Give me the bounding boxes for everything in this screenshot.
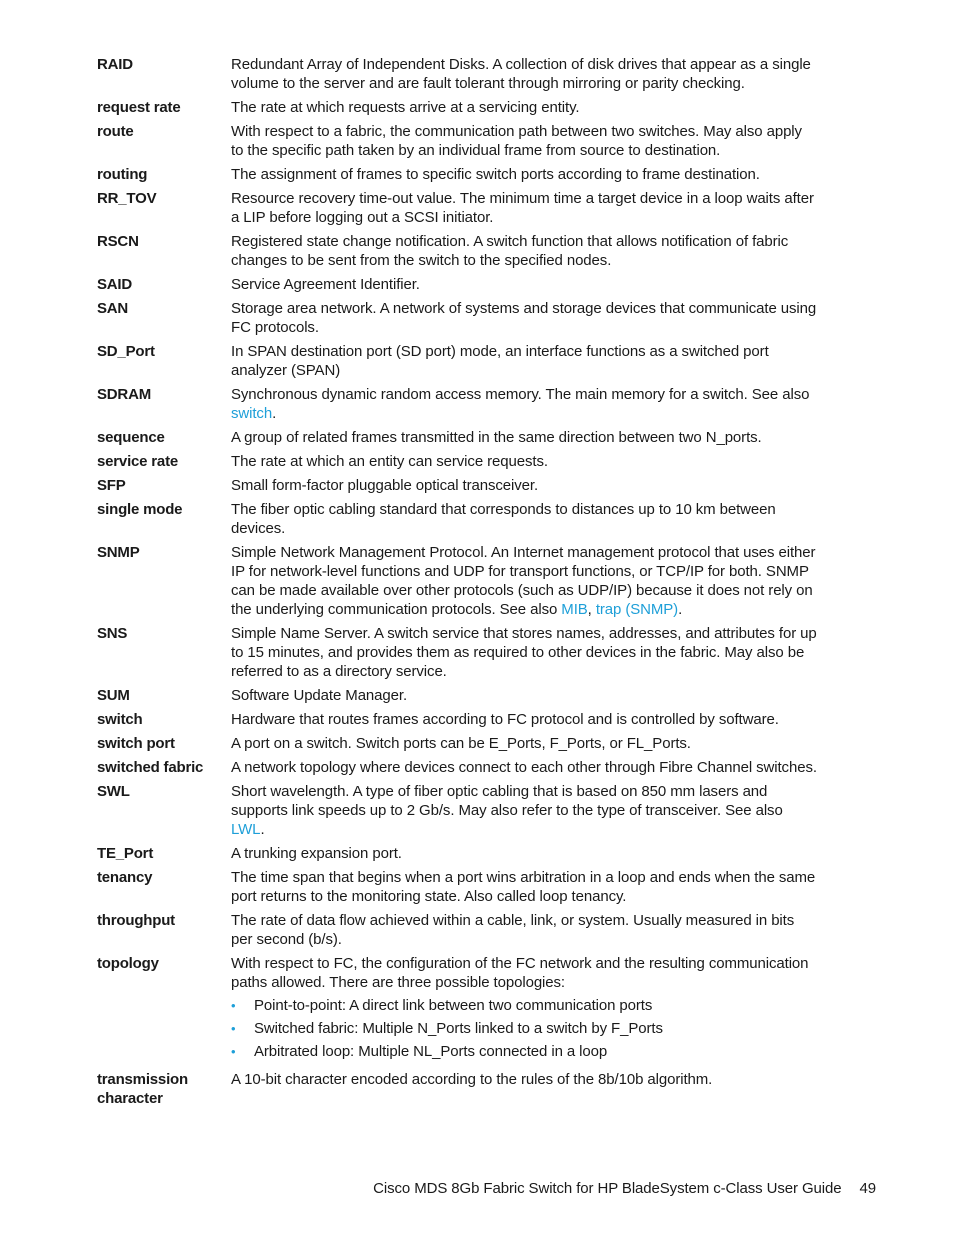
glossary-entry <box>97 868 817 906</box>
term: RSCN <box>97 233 139 250</box>
definition <box>231 385 817 423</box>
glossary-entry <box>97 232 817 270</box>
glossary-entry <box>97 500 817 538</box>
glossary-entry <box>97 55 817 93</box>
glossary-entry <box>97 165 817 184</box>
definition: The assignment of frames to specific switch ports according to frame destination. <box>231 166 760 183</box>
glossary-entry <box>97 476 817 495</box>
glossary-entry <box>97 911 817 949</box>
definition: Service Agreement Identifier. <box>231 276 420 293</box>
switch-link[interactable]: switch <box>231 405 273 422</box>
definition: Simple Name Server. A switch service that stores names, addresses, and attributes for up to 15 minutes, and provides them as required to other devices in the fabric. May also be referred to as a directory service. <box>231 625 817 680</box>
term: route <box>97 123 134 140</box>
glossary-entry <box>97 686 817 705</box>
glossary-entry <box>97 782 817 839</box>
term: SDRAM <box>97 386 151 403</box>
list-item-text: Switched fabric: Multiple N_Ports linked to a switch by F_Ports <box>254 1020 663 1037</box>
bullet-icon: • <box>231 998 236 1013</box>
term: single mode <box>97 501 183 518</box>
term: switch port <box>97 735 175 752</box>
list-item-text: Point-to-point: A direct link between two communication ports <box>254 997 653 1014</box>
term: SUM <box>97 687 130 704</box>
definition: Hardware that routes frames according to FC protocol and is controlled by software. <box>231 711 779 728</box>
term: tenancy <box>97 869 153 886</box>
definition: Storage area network. A network of systems and storage devices that communicate using FC protocols. <box>231 300 817 336</box>
glossary <box>97 55 817 1113</box>
definition-text: . <box>678 601 683 618</box>
definition: With respect to a fabric, the communication path between two switches. May also apply to the specific path taken by an individual frame from source to destination. <box>231 123 802 159</box>
definition-text: . <box>260 821 265 838</box>
term: request rate <box>97 99 181 116</box>
term: SWL <box>97 783 130 800</box>
glossary-entry <box>97 342 817 380</box>
mib-link[interactable]: MIB <box>561 601 588 618</box>
glossary-entry <box>97 275 817 294</box>
bullet-icon: • <box>231 1021 236 1036</box>
definition <box>231 782 817 839</box>
definition: The fiber optic cabling standard that corresponds to distances up to 10 km between devices. <box>231 501 776 537</box>
glossary-entry <box>97 189 817 227</box>
term: switched fabric <box>97 759 204 776</box>
list-item-text: Arbitrated loop: Multiple NL_Ports connected in a loop <box>254 1043 608 1060</box>
glossary-entry <box>97 758 817 777</box>
glossary-entry <box>97 122 817 160</box>
definition: A trunking expansion port. <box>231 845 402 862</box>
term: service rate <box>97 453 179 470</box>
definition-text: Short wavelength. A type of fiber optic cabling that is based on 850 mm lasers and supports link speeds up to 2 Gb/s. May also refer to the type of transceiver. See also <box>231 783 783 819</box>
definition: Redundant Array of Independent Disks. A collection of disk drives that appear as a single volume to the server and are fault tolerant through mirroring or parity checking. <box>231 56 811 92</box>
trap-snmp-link[interactable]: trap (SNMP) <box>595 601 679 618</box>
term: RAID <box>97 56 133 73</box>
topology-list <box>231 996 817 1061</box>
definition: The rate at which an entity can service requests. <box>231 453 548 470</box>
glossary-entry <box>97 844 817 863</box>
term: RR_TOV <box>97 190 157 207</box>
term: topology <box>97 955 159 972</box>
term: throughput <box>97 912 175 929</box>
definition-text: . <box>272 405 277 422</box>
page-number: 49 <box>859 1180 876 1197</box>
definition: Registered state change notification. A switch function that allows notification of fabric changes to be sent from the switch to the specified nodes. <box>231 233 789 269</box>
glossary-entry <box>97 385 817 423</box>
bullet-icon: • <box>231 1044 236 1059</box>
glossary-entry <box>97 452 817 471</box>
definition: A network topology where devices connect to each other through Fibre Channel switches. <box>231 759 817 776</box>
glossary-entry <box>97 543 817 619</box>
glossary-entry <box>97 299 817 337</box>
term: SAN <box>97 300 129 317</box>
document-title: Cisco MDS 8Gb Fabric Switch for HP BladeSystem c-Class User Guide <box>373 1180 842 1197</box>
definition: A 10-bit character encoded according to the rules of the 8b/10b algorithm. <box>231 1071 713 1088</box>
definition: A group of related frames transmitted in the same direction between two N_ports. <box>231 429 762 446</box>
term: TE_Port <box>97 845 154 862</box>
definition: The rate of data flow achieved within a cable, link, or system. Usually measured in bits per second (b/s). <box>231 912 795 948</box>
list-item <box>231 1042 817 1061</box>
term: sequence <box>97 429 165 446</box>
glossary-entry <box>97 1070 817 1108</box>
list-item <box>231 996 817 1015</box>
definition-text: Simple Network Management Protocol. An Internet management protocol that uses either IP for network-level functions and UDP for transport functions, or TCP/IP for both. SNMP can be made available over other protocols (such as UDP/IP) because it does not rely on the underlying communication protocols. See also <box>231 544 816 618</box>
term: routing <box>97 166 148 183</box>
definition-text: With respect to FC, the configuration of the FC network and the resulting communication paths allowed. There are three possible topologies: <box>231 955 809 991</box>
page-footer <box>373 1180 876 1197</box>
definition-text: Synchronous dynamic random access memory. The main memory for a switch. See also <box>231 386 810 403</box>
definition <box>231 954 817 1065</box>
list-item <box>231 1019 817 1038</box>
term: switch <box>97 711 143 728</box>
glossary-entry <box>97 710 817 729</box>
definition: The time span that begins when a port wins arbitration in a loop and ends when the same port returns to the monitoring state. Also called loop tenancy. <box>231 869 816 905</box>
definition: In SPAN destination port (SD port) mode, an interface functions as a switched port analyzer (SPAN) <box>231 343 769 379</box>
lwl-link[interactable]: LWL <box>231 821 261 838</box>
term: SFP <box>97 477 126 494</box>
glossary-entry <box>97 734 817 753</box>
term: SNS <box>97 625 128 642</box>
glossary-entry <box>97 428 817 447</box>
term: SD_Port <box>97 343 155 360</box>
definition: A port on a switch. Switch ports can be E_Ports, F_Ports, or FL_Ports. <box>231 735 691 752</box>
term: SAID <box>97 276 133 293</box>
glossary-entry <box>97 98 817 117</box>
term: transmission character <box>97 1071 188 1107</box>
definition: The rate at which requests arrive at a servicing entity. <box>231 99 580 116</box>
definition <box>231 543 817 619</box>
definition: Resource recovery time-out value. The minimum time a target device in a loop waits after a LIP before logging out a SCSI initiator. <box>231 190 814 226</box>
definition: Small form-factor pluggable optical transceiver. <box>231 477 539 494</box>
glossary-entry <box>97 624 817 681</box>
link-separator: , <box>587 601 596 618</box>
term: SNMP <box>97 544 140 561</box>
glossary-entry <box>97 954 817 1065</box>
definition: Software Update Manager. <box>231 687 408 704</box>
